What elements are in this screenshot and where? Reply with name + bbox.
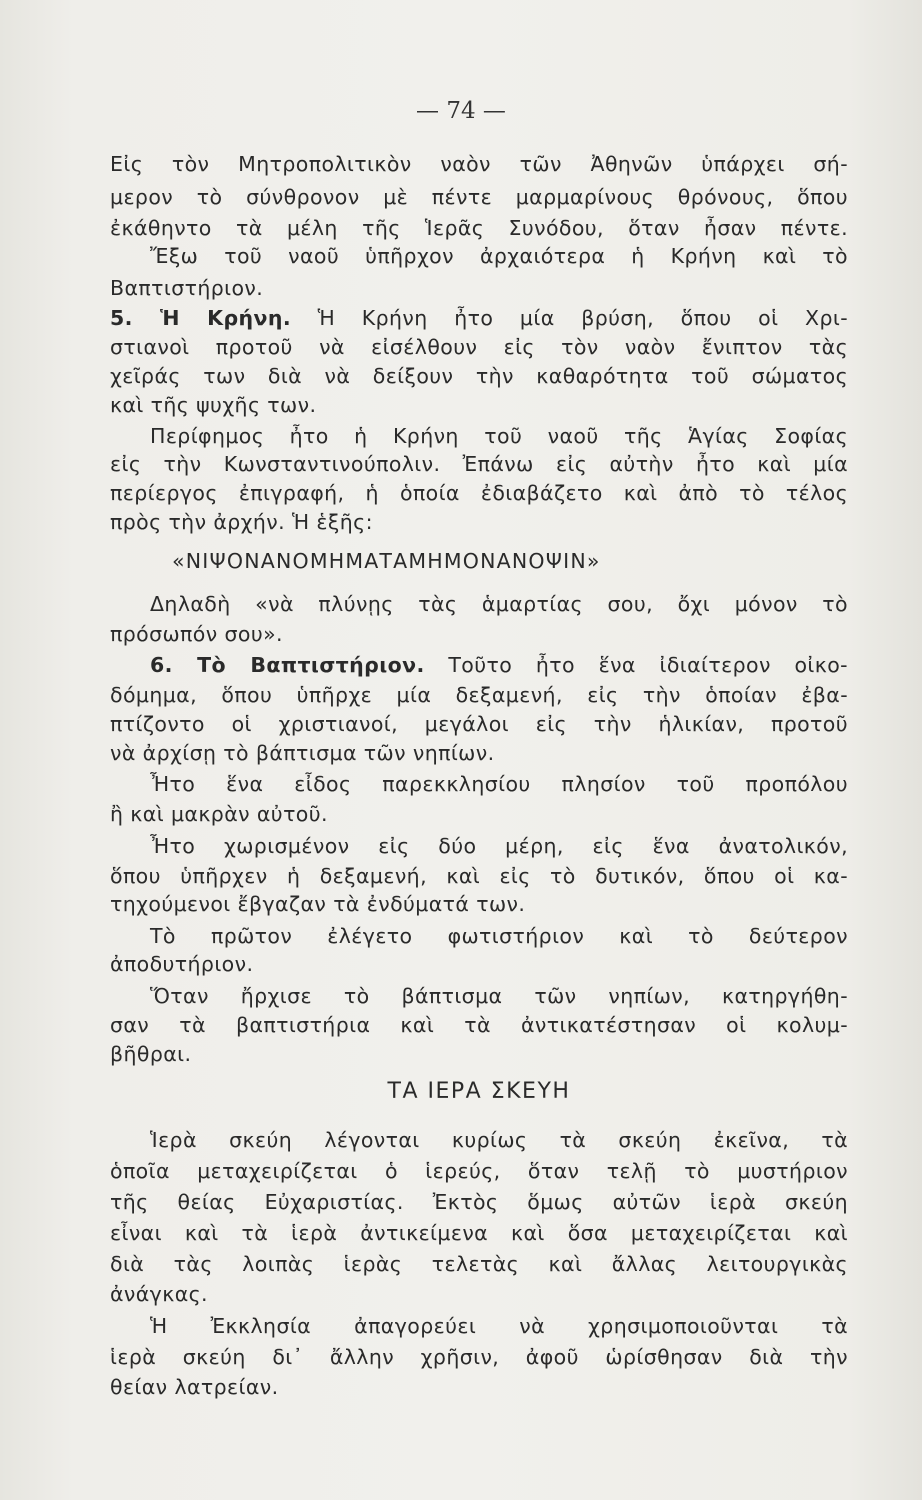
text-line: καὶ τῆς ψυχῆς των. [110,393,317,417]
text-line: ἐκάθηντο τὰ μέλη τῆς Ἱερᾶς Συνόδου, ὅταν ἦσαν πέντε. [110,216,848,240]
text-line: ἀνάγκας. [110,1282,208,1306]
text-line: δόμημα, ὅπου ὑπῆρχε μία δεξαμενή, εἰς τὴν ὁποίαν ἐβα- [110,683,848,707]
text-line: πτίζοντο οἱ χριστιανοί, μεγάλοι εἰς τὴν ἡλικίαν, προτοῦ [110,712,848,736]
inscription-palindrome: «ΝΙΨΟΝΑΝΟΜΗΜΑΤΑΜΗΜΟΝΑΝΟΨΙΝ» [172,549,601,573]
text-line: ἱερὰ σκεύη δι᾽ ἄλλην χρῆσιν, ἀφοῦ ὡρίσθησαν διὰ τὴν [110,1345,848,1369]
text-line: πρόσωπόν σου». [110,622,283,646]
text-line: θείαν λατρείαν. [110,1375,279,1399]
text-line: πρὸς τὴν ἀρχήν. Ἡ ἑξῆς: [110,510,373,534]
text-line: μερον τὸ σύνθρονον μὲ πέντε μαρμαρίνους θρόνους, ὅπου [110,185,848,209]
section-6-heading-line: 6. Τὸ Βαπτιστήριον. Τοῦτο ἦτο ἕνα ἰδιαίτερον οἰκο- [150,653,848,677]
page-number: — 74 — [416,98,506,124]
text-line: νὰ ἀρχίσῃ τὸ βάπτισμα τῶν νηπίων. [110,741,495,765]
text-line: εἰς τὴν Κωνσταντινούπολιν. Ἐπάνω εἰς αὐτὴν ἦτο καὶ μία [110,452,848,476]
text-line: εἶναι καὶ τὰ ἱερὰ ἀντικείμενα καὶ ὅσα μεταχειρίζεται καὶ [110,1221,848,1245]
text-line: Τὸ πρῶτον ἐλέγετο φωτιστήριον καὶ τὸ δεύτερον [150,924,848,948]
text-line: Ἦτο χωρισμένον εἰς δύο μέρη, εἰς ἕνα ἀνατολικόν, [150,834,848,858]
section-5-heading-line: 5. Ἡ Κρήνη. Ἡ Κρήνη ἦτο μία βρύση, ὅπου οἱ Χρι- [110,306,848,330]
text-line: ἀποδυτήριον. [110,952,254,976]
text-line: περίεργος ἐπιγραφή, ἡ ὁποία ἐδιαβάζετο καὶ ἀπὸ τὸ τέλος [110,481,848,505]
section-heading: ΤΑ ΙΕΡΑ ΣΚΕΥΗ [387,1079,571,1104]
text-line: σαν τὰ βαπτιστήρια καὶ τὰ ἀντικατέστησαν οἱ κολυμ- [110,1013,848,1037]
section-title: 5. Ἡ Κρήνη. [110,306,292,330]
text-line: Ὅταν ἤρχισε τὸ βάπτισμα τῶν νηπίων, κατηργήθη- [150,984,848,1008]
text-line: Βαπτιστήριον. [110,276,264,300]
text-line: Ἦτο ἕνα εἶδος παρεκκλησίου πλησίον τοῦ προπόλου [150,772,848,796]
text-line: Περίφημος ἦτο ἡ Κρήνη τοῦ ναοῦ τῆς Ἁγίας Σοφίας [150,424,848,448]
text-line: διὰ τὰς λοιπὰς ἱερὰς τελετὰς καὶ ἄλλας λειτουργικὰς [110,1252,848,1276]
text-line: Εἰς τὸν Μητροπολιτικὸν ναὸν τῶν Ἀθηνῶν ὑπάρχει σή- [110,152,848,176]
text-line: ἢ καὶ μακρὰν αὐτοῦ. [110,802,328,826]
text-line: τηχούμενοι ἔβγαζαν τὰ ἐνδύματά των. [110,892,526,916]
text-line: Δηλαδὴ «νὰ πλύνῃς τὰς ἁμαρτίας σου, ὄχι μόνον τὸ [150,592,848,616]
text-line: ὁποῖα μεταχειρίζεται ὁ ἱερεύς, ὅταν τελῇ τὸ μυστήριον [110,1159,848,1183]
text-line: χεῖράς των διὰ νὰ δείξουν τὴν καθαρότητα τοῦ σώματος [110,364,848,388]
section-title: 6. Τὸ Βαπτιστήριον. [150,653,425,677]
text-line: τῆς θείας Εὐχαριστίας. Ἐκτὸς ὅμως αὐτῶν ἱερὰ σκεύη [110,1190,848,1214]
text-line: Ἔξω τοῦ ναοῦ ὑπῆρχον ἀρχαιότερα ἡ Κρήνη καὶ τὸ [150,244,848,268]
text-line: ὅπου ὑπῆρχεν ἡ δεξαμενή, καὶ εἰς τὸ δυτικόν, ὅπου οἱ κα- [110,864,848,888]
text-line: Ἡ Ἐκκλησία ἀπαγορεύει νὰ χρησιμοποιοῦνται τὰ [150,1314,848,1338]
text-line: στιανοὶ προτοῦ νὰ εἰσέλθουν εἰς τὸν ναὸν ἔνιπτον τὰς [110,335,848,359]
text-line: βῆθραι. [110,1042,192,1066]
text-line: Ἱερὰ σκεύη λέγονται κυρίως τὰ σκεύη ἐκεῖνα, τὰ [150,1128,848,1152]
